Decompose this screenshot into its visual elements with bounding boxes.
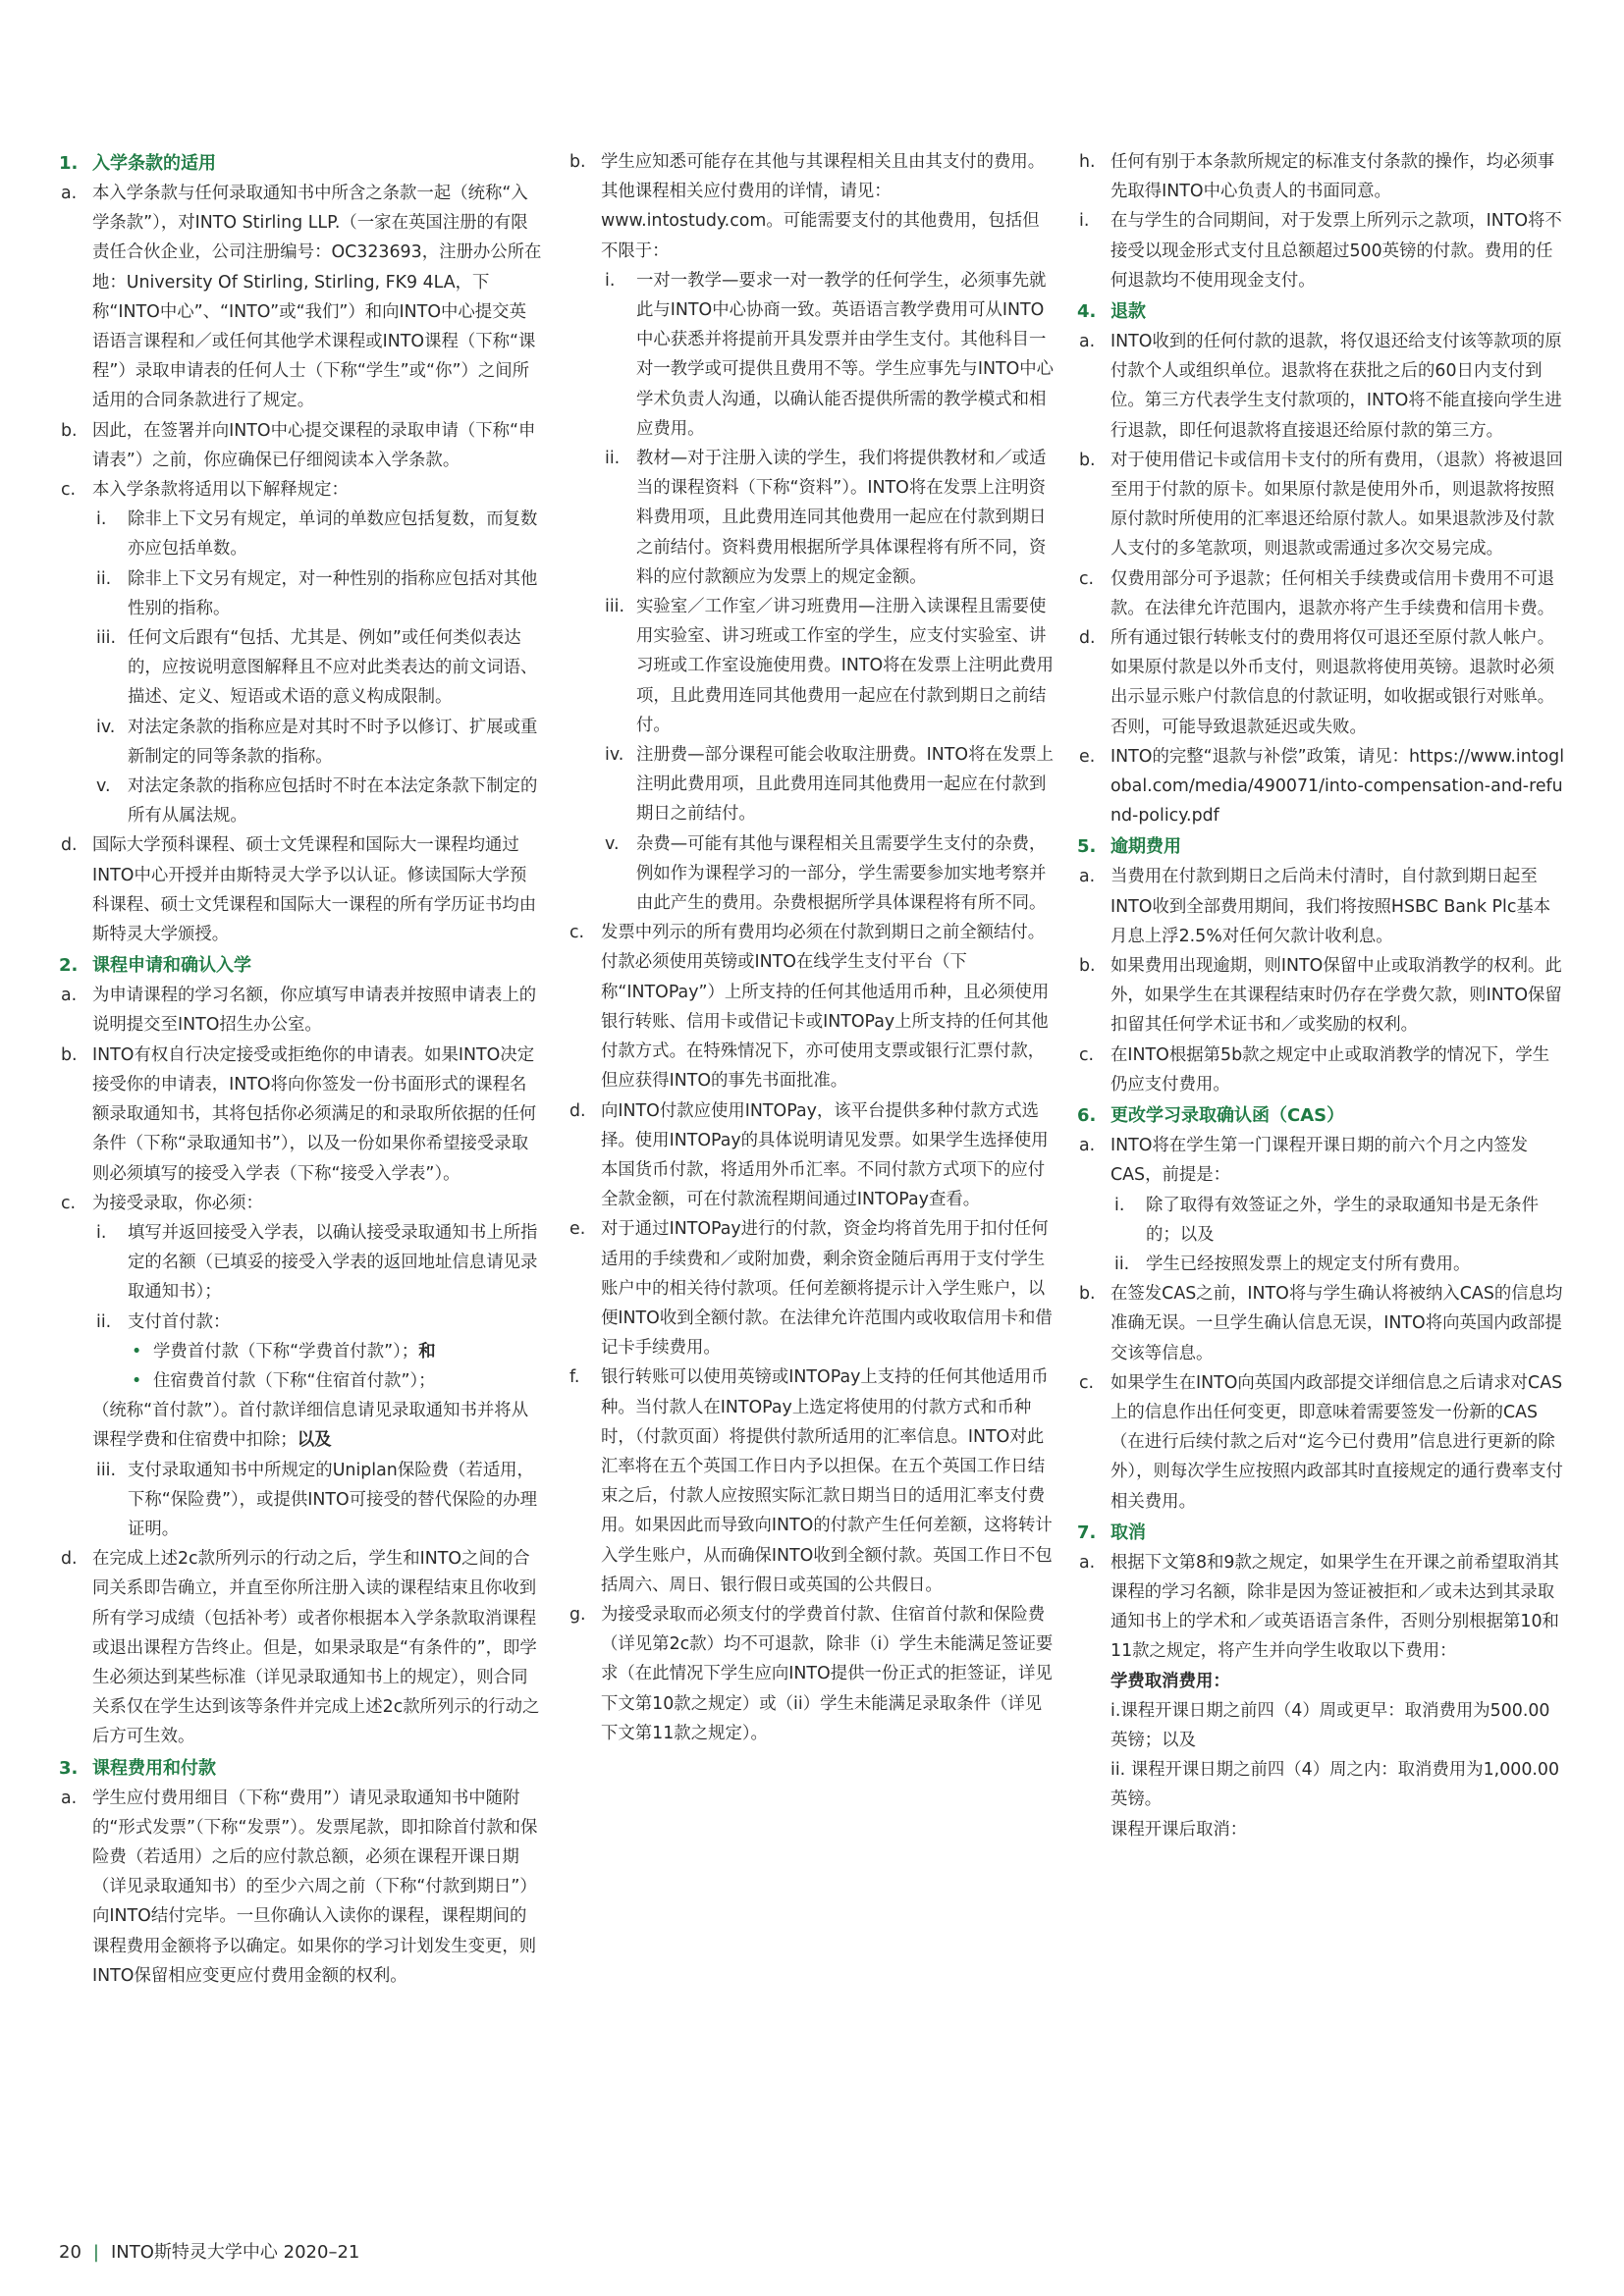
bullet-item: • 住宿费首付款（下称“住宿首付款”）； bbox=[130, 1366, 543, 1396]
bullet-icon: • bbox=[132, 1341, 142, 1362]
sub-clause: i. 除非上下文另有规定，单词的单数应包括复数，而复数亦应包括单数。 bbox=[96, 509, 538, 560]
section-heading: 5. 逾期费用 bbox=[1077, 836, 1181, 858]
fee-heading: 学费取消费用： bbox=[1110, 1671, 1230, 1691]
clause: a. INTO将在学生第一门课程开课日期的前六个月之内签发CAS，前提是： bbox=[1079, 1136, 1529, 1186]
clause: a. 为申请课程的学习名额，你应填写申请表并按照申请表上的说明提交至INTO招生办公室。 bbox=[61, 986, 537, 1036]
sub-clause: iv. 注册费—部分课程可能会收取注册费。INTO将在发票上注明此费用项，且此费用连同其他费用一起应在付款到期日之前结付。 bbox=[605, 745, 1055, 825]
clause: f. 银行转账可以使用英镑或INTOPay上支持的任何其他适用币种。当付款人在INTOPay上选定将使用的付款方式和币种时，（付款页面）将提供付款所适用的汇率信息。INTO对此汇率将在五个英国工作日内予以担保。在五个英国工作日结束之后，付款人应按照实际汇款日期当日的适用汇率支付费用。如果因此而导致向INTO的付款产生任何差额，这将转计入学生账户，从而确保INTO收到全额付款。英国工作日不包括周六、周日、银行假日或英国的公共假日。 bbox=[569, 1367, 1053, 1595]
clause: b. INTO有权自行决定接受或拒绝你的申请表。如果INTO决定接受你的申请表，INTO将向你签发一份书面形式的课程名额录取通知书，其将包括你必须满足的和录取所依据的任何条件（下称“录取通知书”），以及一份如果你希望接受录取则必须填写的接受入学表（下称“接受入学表”）。 bbox=[61, 1044, 537, 1184]
clause: b. 在签发CAS之前，INTO将与学生确认将被纳入CAS的信息均准确无误。一旦学生确认信息无误，INTO将向英国内政部提交该等信息。 bbox=[1079, 1284, 1563, 1363]
clause: g. 为接受录取而必须支付的学费首付款、住宿首付款和保险费（详见第2c款）均不可退款，除非（i）学生未能满足签证要求（在此情况下学生应向INTO提供一份正式的拒签证，详见下文第10款之规定）或（ii）学生未能满足录取条件（详见下文第11款之规定）。 bbox=[569, 1604, 1054, 1743]
sub-clause: i. 除了取得有效签证之外，学生的录取通知书是无条件的；以及 bbox=[1114, 1195, 1539, 1245]
clause: c. 如果学生在INTO向英国内政部提交详细信息之后请求对CAS上的信息作出任何变更，即意味着需要签发一份新的CAS（在进行后续付款之后对“迄今已付费用”信息进行更新的除外），则每次学生应按照内政部其时直接规定的通行费率支付相关费用。 bbox=[1079, 1372, 1563, 1512]
clause: e. 对于通过INTOPay进行的付款，资金均将首先用于扣付任何适用的手续费和／或附加费，剩余资金随后再用于支付学生账户中的相关待付款项。任何差额将提示计入学生账户，以便INTO收到全额付款。在法律允许范围内或收取信用卡和借记卡手续费用。 bbox=[569, 1219, 1053, 1359]
sub-clause: iii. 支付录取通知书中所规定的Uniplan保险费（若适用，下称“保险费”），或提供INTO可接受的替代保险的办理证明。 bbox=[96, 1460, 537, 1539]
clause: d. 国际大学预科课程、硕士文凭课程和国际大一课程均通过INTO中心开授并由斯特灵大学予以认证。修读国际大学预科课程、硕士文凭课程和国际大一课程的所有学历证书均由斯特灵大学颁授。 bbox=[61, 835, 537, 945]
clause: c. 仅费用部分可予退款；任何相关手续费或信用卡费用不可退款。在法律允许范围内，退款亦将产生手续费和信用卡费。 bbox=[1079, 568, 1555, 618]
clause: a. INTO收到的任何付款的退款，将仅退还给支付该等款项的原付款个人或组织单位。退款将在获批之后的60日内支付到位。第三方代表学生支付款项的，INTO将不能直接向学生进行退款，即任何退款将直接退还给原付款的第三方。 bbox=[1079, 332, 1562, 441]
clause: a. 本入学条款与任何录取通知书中所含之条款一起（统称“入学条款”），对INTO Stirling LLP.（一家在英国注册的有限责任合伙企业，公司注册编号：OC323693，注册办公所在地：University Of Stirling, Stirling, FK9 4LA，下称“INTO中心”、“INTO”或“我们”）和向INTO中心提交英语语言课程和／或任何其他学术课程或INTO课程（下称“课程”）录取申请表的任何人士（下称“学生”或“你”）之间所适用的合同条款进行了规定。 bbox=[61, 184, 542, 411]
clause: a. 学生应付费用细目（下称“费用”）请见录取通知书中随附的“形式发票”（下称“发票”）。发票尾款，即扣除首付款和保险费（若适用）之后的应付款总额，必须在课程开课日期（详见录取通知书）的至少六周之前（下称“付款到期日”）向INTO结付完毕。一旦你确认入读你的课程，课程期间的课程费用金额将予以确定。如果你的学习计划发生变更，则INTO保留相应变更应付费用金额的权利。 bbox=[61, 1788, 538, 1986]
section-heading: 4. 退款 bbox=[1077, 301, 1146, 323]
fee-line: i.课程开课日期之前四（4）周或更早：取消费用为500.00英镑；以及 bbox=[1110, 1700, 1550, 1750]
column-3 bbox=[1077, 147, 1565, 1844]
fee-line: ii. 课程开课日期之前四（4）周之内：取消费用为1,000.00英镑。 bbox=[1110, 1760, 1560, 1810]
clause: i. 在与学生的合同期间，对于发票上所列示之款项，INTO将不接受以现金形式支付且总额超过500英镑的付款。费用的任何退款均不使用现金支付。 bbox=[1079, 211, 1562, 291]
clause: d. 在完成上述2c款所列示的行动之后，学生和INTO之间的合同关系即告确立，并直至你所注册入读的课程结束且你收到所有学习成绩（包括补考）或者你根据本入学条款取消课程或退出课程方告终止。但是，如果录取是“有条件的”，即学生必须达到某些标准（详见录取通知书上的规定），则合同关系仅在学生达到该等条件并完成上述2c款所列示的行动之后方可生效。 bbox=[61, 1549, 540, 1747]
column-2 bbox=[568, 147, 1055, 1748]
section-heading: 2. 课程申请和确认入学 bbox=[59, 955, 251, 977]
page-number: 20 bbox=[59, 2242, 81, 2263]
fee-line: 课程开课后取消： bbox=[1110, 1819, 1248, 1840]
page-footer bbox=[59, 2238, 359, 2264]
sub-clause: v. 杂费—可能有其他与课程相关且需要学生支付的杂费，例如作为课程学习的一部分，学生需要参加实地考察并由此产生的费用。杂费根据所学具体课程将有所不同。 bbox=[605, 833, 1047, 914]
sub-clause: ii. 除非上下文另有规定，对一种性别的指称应包括对其他性别的指称。 bbox=[96, 568, 538, 618]
footer-title: INTO斯特灵大学中心 2020–21 bbox=[110, 2242, 360, 2263]
clause: h. 任何有别于本条款所规定的标准支付条款的操作，均必须事先取得INTO中心负责人的书面同意。 bbox=[1079, 152, 1555, 202]
sub-clause: ii. 学生已经按照发票上的规定支付所有费用。 bbox=[1114, 1254, 1471, 1274]
sub-clause: ii. 支付首付款： bbox=[96, 1311, 231, 1332]
clause-with-link: e. INTO的完整“退款与补偿”政策，请见：https://www.intoglobal.com/media/490071/into-compensation-and-refund-policy.pdf bbox=[1079, 746, 1565, 827]
sub-clause: v. 对法定条款的指称应包括时不时在本法定条款下制定的所有从属法规。 bbox=[96, 776, 538, 827]
sub-clause: i. 一对一教学—要求一对一教学的任何学生，必须事先就此与INTO中心协商一致。英语语言教学费用可从INTO中心获悉并将提前开具发票并由学生支付。其他科目一对一教学或可提供且费用不等。学生应事先与INTO中心学术负责人沟通，以确认能否提供所需的教学模式和相应费用。 bbox=[605, 270, 1055, 439]
clause: d. 向INTO付款应使用INTOPay，该平台提供多种付款方式选择。使用INTOPay的具体说明请见发票。如果学生选择使用本国货币付款，将适用外币汇率。不同付款方式项下的应付全款金额，可在付款流程期间通过INTOPay查看。 bbox=[569, 1100, 1049, 1210]
clause: c. 在INTO根据第5b款之规定中止或取消教学的情况下，学生仍应支付费用。 bbox=[1079, 1044, 1550, 1095]
sub-clause: iii. 任何文后跟有“包括、尤其是、例如”或任何类似表达的，应按说明意图解释且不应对此类表达的前文词语、描述、定义、短语或术语的意义构成限制。 bbox=[96, 628, 538, 708]
payment-note: （统称“首付款”）。首付款详细信息请见录取通知书并将从课程学费和住宿费中扣除；以及 bbox=[92, 1401, 529, 1451]
clause: c. 发票中列示的所有费用均必须在付款到期日之前全额结付。付款必须使用英镑或INTO在线学生支付平台（下称“INTOPay”）上所支持的任何其他适用币种，且必须使用银行转账、信用卡或借记卡或INTOPay上所支持的任何其他付款方式。在特殊情况下，亦可使用支票或银行汇票付款，但应获得INTO的事先书面批准。 bbox=[569, 923, 1050, 1092]
clause: b. 学生应知悉可能存在其他与其课程相关且由其支付的费用。其他课程相关应付费用的详情，请见：www.intostudy.com。可能需要支付的其他费用，包括但不限于： bbox=[569, 152, 1046, 261]
clause: a. 当费用在付款到期日之后尚未付清时，自付款到期日起至INTO收到全部费用期间，我们将按照HSBC Bank Plc基本月息上浮2.5%对任何欠款计收利息。 bbox=[1079, 867, 1551, 946]
clause: d. 所有通过银行转帐支付的费用将仅可退还至原付款人帐户。如果原付款是以外币支付，则退款将使用英镑。退款时必须出示显示账户付款信息的付款证明，如收据或银行对账单。否则，可能导致退款延迟或失败。 bbox=[1079, 628, 1555, 737]
clause: c. 本入学条款将适用以下解释规定： bbox=[61, 480, 349, 501]
clause: b. 如果费用出现逾期，则INTO保留中止或取消教学的权利。此外，如果学生在其课程结束时仍存在学费欠款，则INTO保留扣留其任何学术证书和／或奖励的权利。 bbox=[1079, 956, 1562, 1036]
section-heading: 7. 取消 bbox=[1077, 1522, 1146, 1543]
clause: c. 为接受录取，你必须： bbox=[61, 1193, 263, 1213]
sub-clause: ii. 教材—对于注册入读的学生，我们将提供教材和／或适当的课程资料（下称“资料”）。INTO将在发票上注明资料费用项，且此费用连同其他费用一起应在付款到期日之前结付。资料费用根据所学具体课程将有所不同，资料的应付款额应为发票上的规定金额。 bbox=[605, 449, 1047, 587]
sub-clause: i. 填写并返回接受入学表，以确认接受录取通知书上所指定的名额（已填妥的接受入学表的返回地址信息请见录取通知书）； bbox=[96, 1222, 538, 1303]
bullet-icon: • bbox=[132, 1370, 142, 1391]
clause: b. 对于使用借记卡或信用卡支付的所有费用，（退款）将被退回至用于付款的原卡。如果原付款是使用外币，则退款将按照原付款时所使用的汇率退还给原付款人。如果退款涉及付款人支付的多笔款项，则退款或需通过多次交易完成。 bbox=[1079, 450, 1563, 560]
sub-clause: iv. 对法定条款的指称应是对其时不时予以修订、扩展或重新制定的同等条款的指称。 bbox=[96, 717, 538, 767]
section-heading: 6. 更改学习录取确认函（CAS） bbox=[1077, 1105, 1345, 1127]
clause: b. 因此，在签署并向INTO中心提交课程的录取申请（下称“申请表”）之前，你应确保已仔细阅读本入学条款。 bbox=[61, 420, 536, 470]
section-heading: 3. 课程费用和付款 bbox=[59, 1757, 216, 1779]
clause: a. 根据下文第8和9款之规定，如果学生在开课之前希望取消其课程的学习名额，除非是因为签证被拒和／或未达到其录取通知书上的学术和／或英语语言条件，否则分别根据第10和11款之规定，将产生并向学生收取以下费用： bbox=[1079, 1552, 1559, 1662]
section-heading: 1. 入学条款的适用 bbox=[59, 153, 216, 174]
column-1 bbox=[59, 147, 543, 1991]
bullet-item: • 学费首付款（下称“学费首付款”）；和 bbox=[130, 1337, 543, 1366]
footer-separator: | bbox=[92, 2242, 99, 2263]
sub-clause: iii. 实验室／工作室／讲习班费用—注册入读课程且需要使用实验室、讲习班或工作室的学生，应支付实验室、讲习班或工作室设施使用费。INTO将在发票上注明此费用项，且此费用连同其他费用一起应在付款到期日之前结付。 bbox=[605, 597, 1055, 735]
